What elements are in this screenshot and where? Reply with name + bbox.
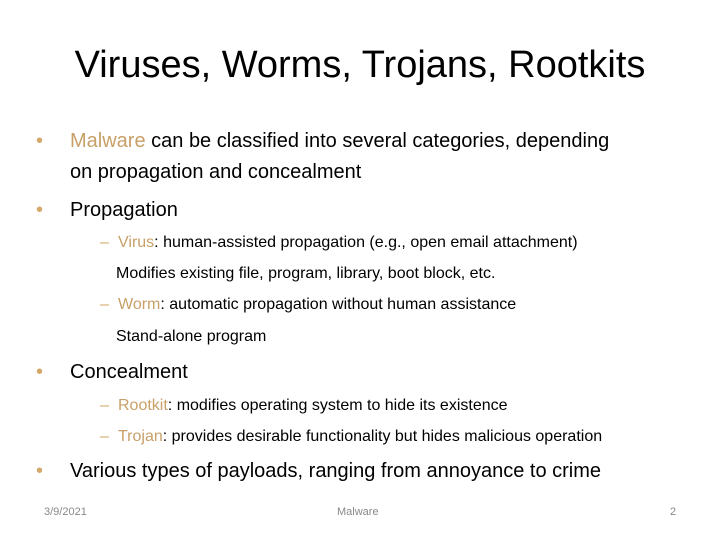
- bullet-malware: [36, 126, 609, 156]
- footer-title: Malware: [337, 506, 379, 518]
- trojan-term: Trojan: [118, 428, 163, 445]
- bullet-propagation: [36, 195, 178, 225]
- malware-text: can be classified into several categories, depending: [145, 130, 610, 152]
- sub-bullet-dash: –: [100, 296, 109, 313]
- virus-detail: Modifies existing file, program, library, boot block, etc.: [116, 265, 496, 282]
- sub-bullet-rootkit: [100, 394, 508, 418]
- bullet-dot: •: [36, 361, 44, 383]
- sub-bullet-trojan: [100, 425, 602, 449]
- worm-text: : automatic propagation without human assistance: [160, 296, 517, 313]
- worm-term: Worm: [118, 296, 161, 313]
- bullet-dot: •: [36, 460, 44, 482]
- rootkit-term: Rootkit: [118, 397, 168, 414]
- malware-term: Malware: [70, 130, 146, 152]
- sub-bullet-virus: [100, 231, 578, 255]
- sub-bullet-dash: –: [100, 234, 109, 251]
- rootkit-text: : modifies operating system to hide its existence: [167, 397, 508, 414]
- slide-title: Viruses, Worms, Trojans, Rootkits: [74, 44, 646, 86]
- payloads-text: Various types of payloads, ranging from annoyance to crime: [70, 460, 602, 482]
- footer-page-number: 2: [670, 506, 677, 518]
- sub-bullet-dash: –: [100, 397, 109, 414]
- sub-bullet-worm: [100, 293, 516, 317]
- propagation-heading: Propagation: [70, 199, 178, 221]
- concealment-heading: Concealment: [70, 361, 188, 383]
- bullet-dot: •: [36, 199, 44, 221]
- virus-text: : human-assisted propagation (e.g., open email attachment): [154, 234, 578, 251]
- worm-detail: Stand-alone program: [116, 328, 267, 345]
- bullet-dot: •: [36, 130, 44, 152]
- bullet-payloads: [36, 456, 601, 486]
- sub-bullet-dash: –: [100, 428, 109, 445]
- bullet-malware-continuation: on propagation and concealment: [70, 161, 362, 183]
- trojan-text: : provides desirable functionality but hides malicious operation: [162, 428, 603, 445]
- footer-date: 3/9/2021: [44, 506, 87, 518]
- virus-term: Virus: [118, 234, 155, 251]
- bullet-concealment: [36, 357, 188, 387]
